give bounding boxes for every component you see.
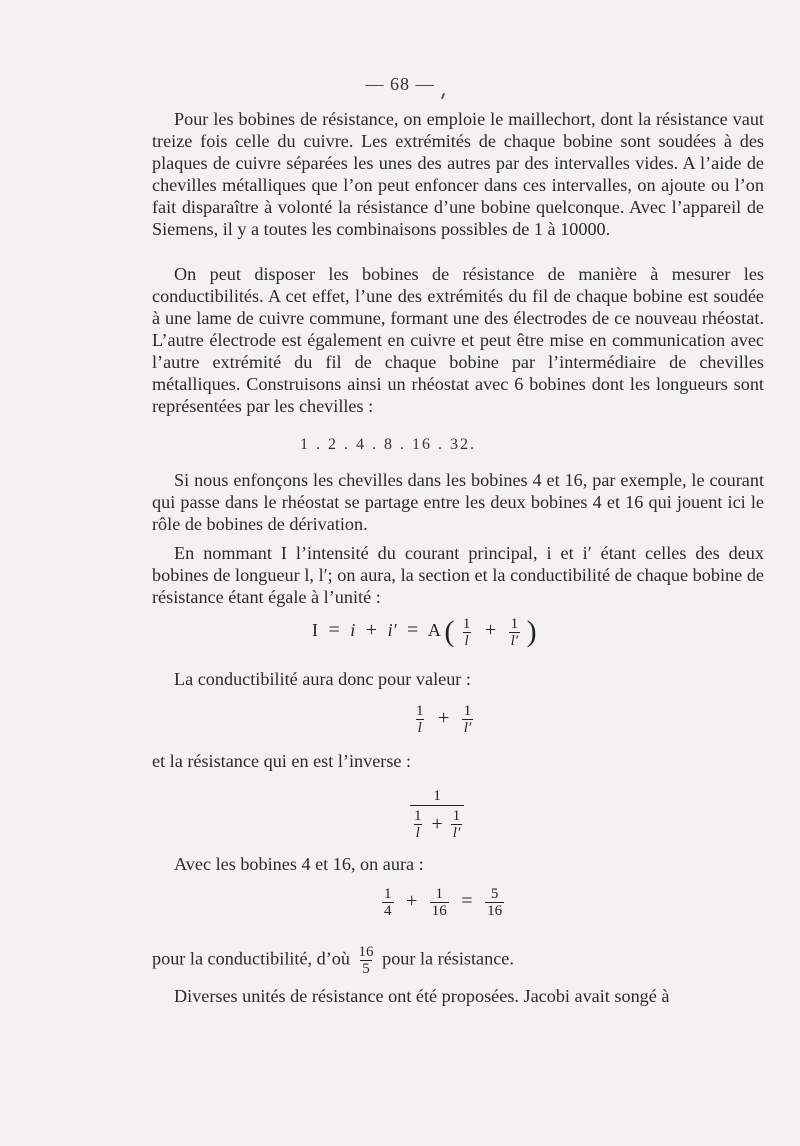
paragraph-7: Avec les bobines 4 et 16, on aura : — [174, 854, 424, 874]
page-number: — 68 — — [365, 74, 435, 94]
formula-I: I — [312, 620, 318, 641]
formula-example: $\frac{1}{4}$ + $\frac{1}{16}$ = $\frac{5}{16}$ — [384, 886, 503, 919]
paragraph-8: pour la conductibilité, d’où $\frac{16}{5}$ pour la résistance. — [152, 944, 514, 977]
paragraph-2: On peut disposer les bobines de résistance de manière à mesurer les conductibilités. A cet effet, l’une des extrémités du fil de chaque bobine est soudée à une lame de cuivre commune, formant une des électrodes de ce nouveau rhéostat. L’autre électrode est également en cuivre et peut être mise en communication avec l’autre extrémité du fil de chaque bobine par l’intermédiaire de chevilles métalliques. Construisons ainsi un rhéostat avec 6 bobines dont les longueurs sont représentées par les chevilles : — [152, 264, 764, 416]
paragraph-3: Si nous enfonçons les chevilles dans les bobines 4 et 16, par exemple, le courant qui passe dans le rhéostat se partage entre les deux bobines 4 et 16 qui jouent ici le rôle de bobines de dérivation. — [152, 470, 764, 534]
sequence-line: 1 . 2 . 4 . 8 . 16 . 32. — [300, 436, 476, 453]
fraction-1-over-l-prime: $\frac{1}{l'}$ — [510, 615, 519, 649]
fraction-16-over-5: $\frac{16}{5}$ — [358, 944, 374, 977]
paragraph-5: La conductibilité aura donc pour valeur : — [174, 669, 471, 689]
paragraph-9: Diverses unités de résistance ont été proposées. Jacobi avait songé à — [174, 986, 670, 1006]
formula-conductibility: $\frac{1}{l}$ + $\frac{1}{l'}$ — [416, 703, 472, 736]
paragraph-1: Pour les bobines de résistance, on emploie le maillechort, dont la résistance vaut treize fois celle du cuivre. Les extrémités de chaque bobine sont soudées à des plaques de cuivre séparées les unes des autres par des intervalles vides. A l’aide de chevilles métalliques que l’on peut enfoncer dans ces intervalles, on ajoute ou l’on fait disparaître à volonté la résistance d’une bobine quelconque. Avec l’appareil de Siemens, il y a toutes les combinaisons possibles de 1 à 10000. — [152, 109, 764, 239]
paragraph-4: En nommant I l’intensité du courant principal, i et i′ étant celles des deux bobines de longueur l, l′; on aura, la section et la conductibilité de chaque bobine de résistance étant égale à l’unité : — [152, 543, 764, 607]
fraction-1-over-l: $\frac{1}{l}$ — [462, 615, 471, 649]
paragraph-6: et la résistance qui en est l’inverse : — [152, 751, 412, 771]
formula-resistance: 1 $\frac{1}{l}$ + $\frac{1}{l'}$ — [410, 784, 464, 841]
formula-intensity: I = i + i′ = A ( $\frac{1}{l}$ + $\frac{1}{l'}$ ) — [312, 615, 537, 649]
